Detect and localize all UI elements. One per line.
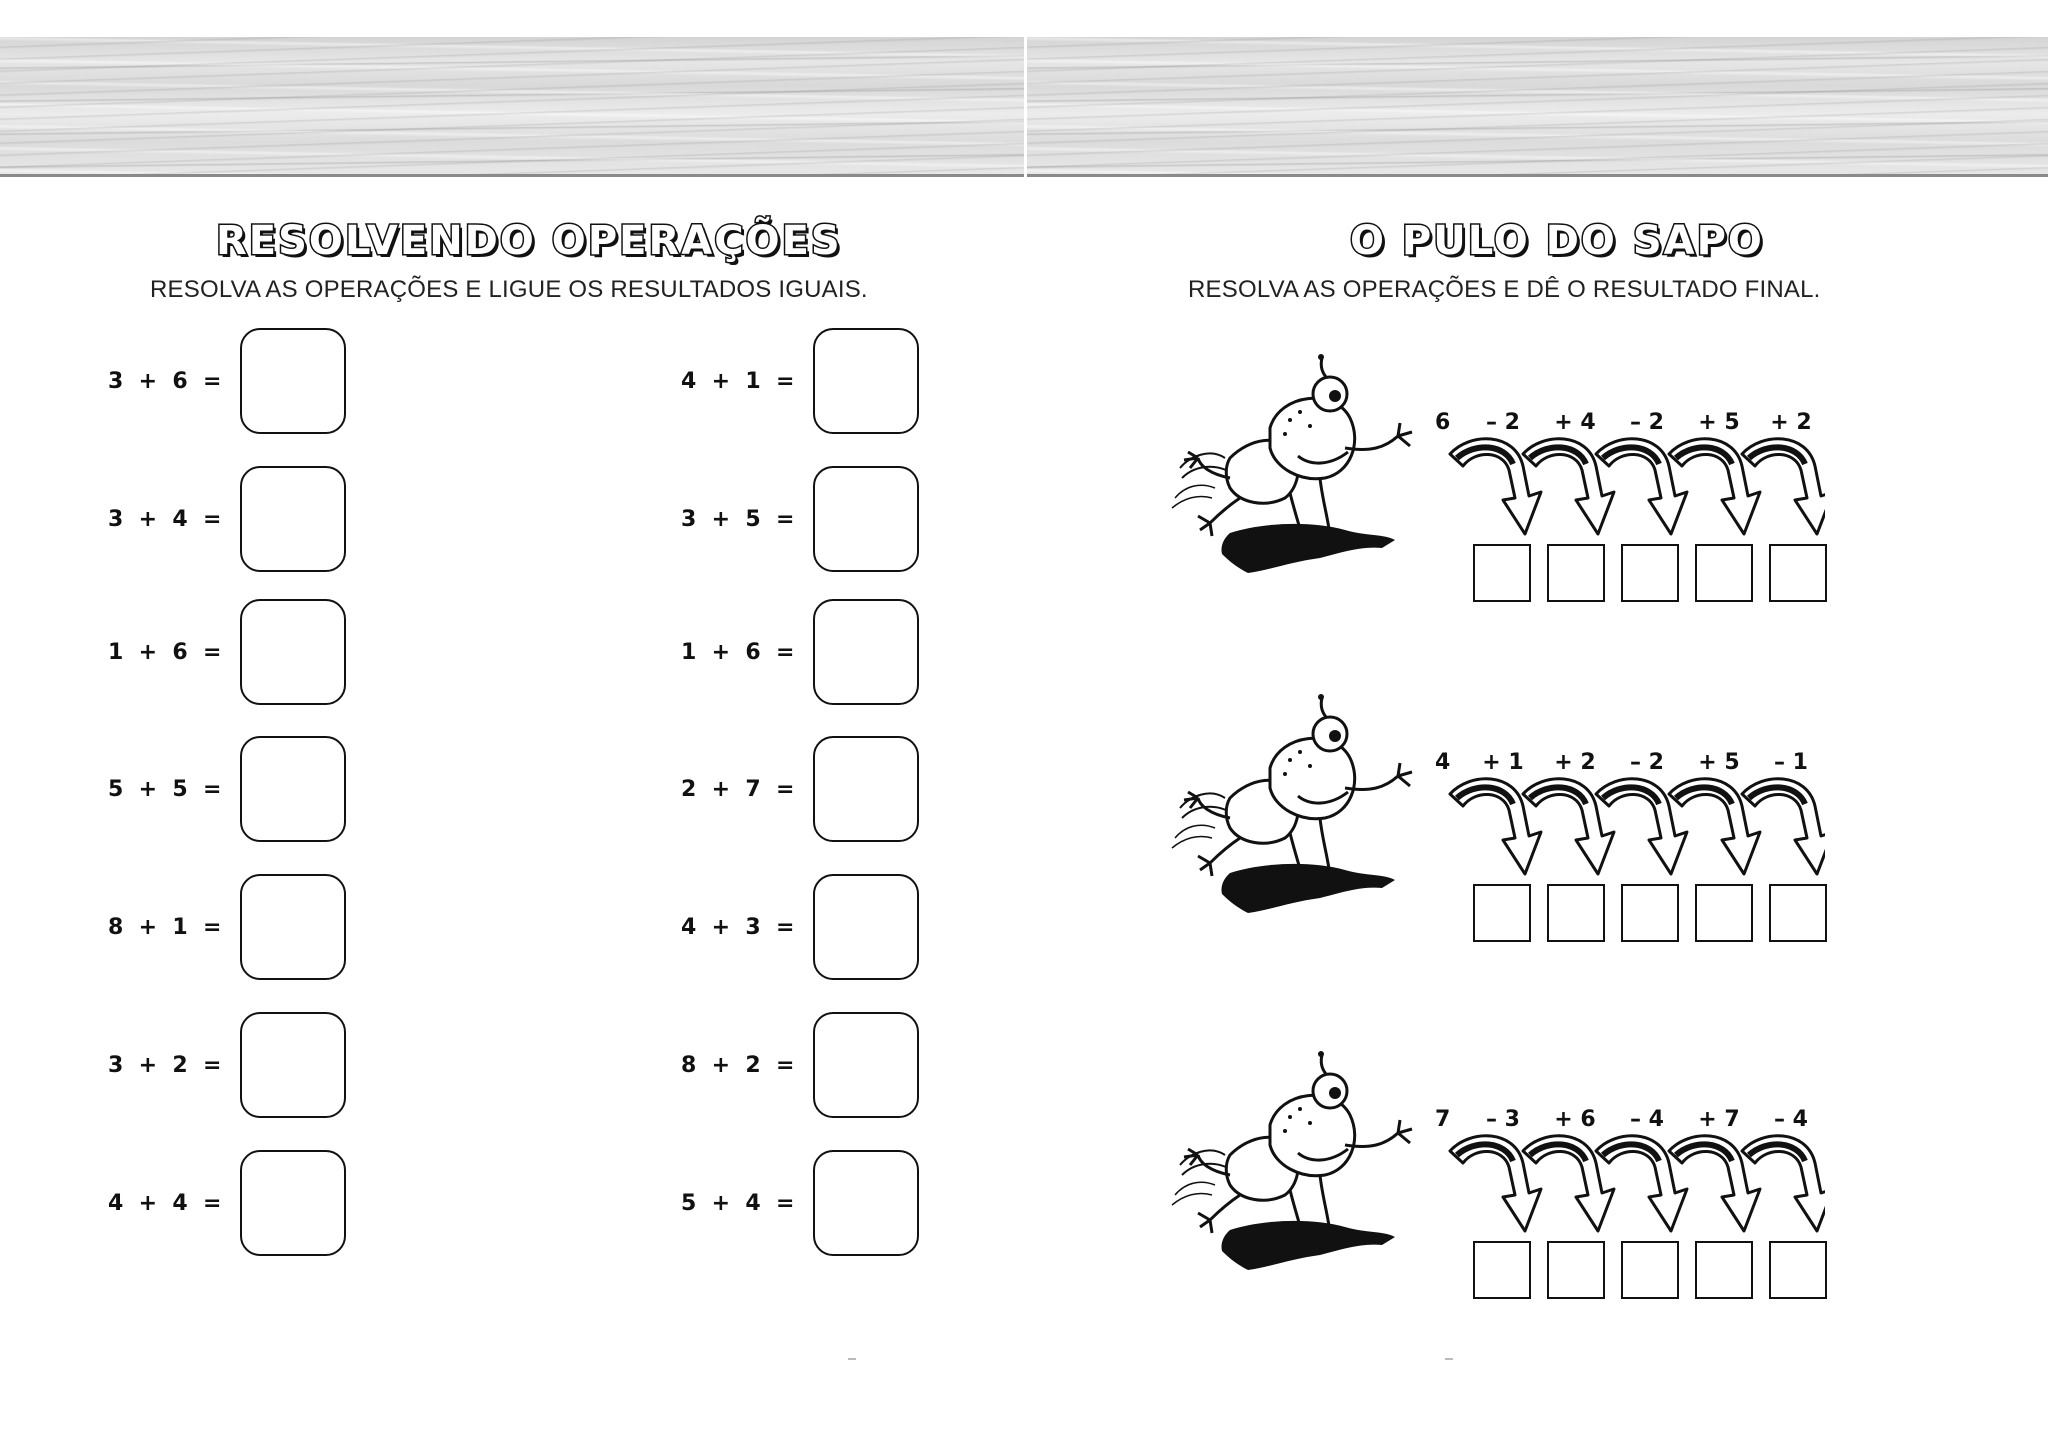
left-equation-row [108,734,346,844]
frog-exercise-row [1170,688,1850,938]
equation-text: 3 + 4 = [108,506,222,532]
operation-label: + 5 [1698,750,1740,775]
arrows-strip [1445,776,1825,881]
result-box[interactable] [1769,884,1827,942]
equation-text: 3 + 5 = [681,506,795,532]
equation-text: 2 + 7 = [681,776,795,802]
result-box[interactable] [1473,1241,1531,1299]
left-page-title: RESOLVENDO OPERAÇÕES [216,218,842,264]
operation-label: + 6 [1554,1107,1596,1132]
result-box[interactable] [1769,544,1827,602]
result-box[interactable] [1695,884,1753,942]
answer-box[interactable] [240,1012,346,1118]
operation-label: – 4 [1774,1107,1808,1132]
right-page-instruction: RESOLVA AS OPERAÇÕES E DÊ O RESULTADO FINAL. [1188,276,1821,303]
result-box[interactable] [1769,1241,1827,1299]
right-equation-row [681,872,919,982]
left-equation-row [108,326,346,436]
start-number: 7 [1435,1107,1451,1132]
operation-label: – 3 [1486,1107,1520,1132]
frog-exercise-row [1170,348,1850,598]
arrows-strip [1445,436,1825,541]
result-box[interactable] [1695,544,1753,602]
result-box[interactable] [1621,1241,1679,1299]
result-box[interactable] [1547,884,1605,942]
right-equation-row [681,1010,919,1120]
answer-box[interactable] [813,874,919,980]
answer-box[interactable] [813,1150,919,1256]
equation-text: 5 + 5 = [108,776,222,802]
right-equation-row [681,597,919,707]
curved-arrow-icon [1742,1136,1825,1231]
operation-label: + 2 [1554,750,1596,775]
equation-text: 3 + 2 = [108,1052,222,1078]
operation-label: + 2 [1770,410,1812,435]
frog-icon [1170,348,1430,578]
operation-label: – 1 [1774,750,1808,775]
operation-label: + 5 [1698,410,1740,435]
result-box[interactable] [1473,544,1531,602]
answer-box[interactable] [240,328,346,434]
left-equation-row [108,1010,346,1120]
left-page-instruction: RESOLVA AS OPERAÇÕES E LIGUE OS RESULTADOS IGUAIS. [150,276,868,303]
right-equation-row [681,1148,919,1258]
result-box[interactable] [1473,884,1531,942]
equation-text: 4 + 3 = [681,914,795,940]
answer-box[interactable] [813,599,919,705]
wood-banner-left [0,37,1024,177]
answer-box[interactable] [813,466,919,572]
equation-text: 8 + 1 = [108,914,222,940]
equation-text: 8 + 2 = [681,1052,795,1078]
equation-text: 5 + 4 = [681,1190,795,1216]
answer-box[interactable] [240,466,346,572]
curved-arrow-icon [1742,439,1825,534]
equation-text: 4 + 1 = [681,368,795,394]
curved-arrow-icon [1742,779,1825,874]
left-equation-row [108,597,346,707]
operation-label: – 4 [1630,1107,1664,1132]
operation-label: + 7 [1698,1107,1740,1132]
result-box[interactable] [1547,544,1605,602]
operation-label: + 1 [1482,750,1524,775]
result-box[interactable] [1695,1241,1753,1299]
frog-icon [1170,1045,1430,1275]
equation-text: 1 + 6 = [681,639,795,665]
operation-label: – 2 [1630,410,1664,435]
left-equation-row [108,872,346,982]
frog-exercise-row [1170,1045,1850,1295]
answer-box[interactable] [240,874,346,980]
answer-box[interactable] [240,736,346,842]
equation-text: 3 + 6 = [108,368,222,394]
answer-box[interactable] [240,1150,346,1256]
start-number: 6 [1435,410,1451,435]
answer-box[interactable] [240,599,346,705]
arrows-strip [1445,1133,1825,1238]
page-mark-right [1445,1358,1453,1360]
right-equation-row [681,326,919,436]
left-equation-row [108,1148,346,1258]
right-page-title: O PULO DO SAPO [1350,218,1764,264]
equation-text: 4 + 4 = [108,1190,222,1216]
result-box[interactable] [1621,544,1679,602]
result-box[interactable] [1547,1241,1605,1299]
answer-box[interactable] [813,736,919,842]
wood-banner-right [1027,37,2048,177]
right-equation-row [681,464,919,574]
operation-label: – 2 [1486,410,1520,435]
answer-box[interactable] [813,328,919,434]
equation-text: 1 + 6 = [108,639,222,665]
frog-icon [1170,688,1430,918]
start-number: 4 [1435,750,1451,775]
operation-label: – 2 [1630,750,1664,775]
right-equation-row [681,734,919,844]
left-equation-row [108,464,346,574]
page-mark-left [848,1358,856,1360]
result-box[interactable] [1621,884,1679,942]
operation-label: + 4 [1554,410,1596,435]
answer-box[interactable] [813,1012,919,1118]
